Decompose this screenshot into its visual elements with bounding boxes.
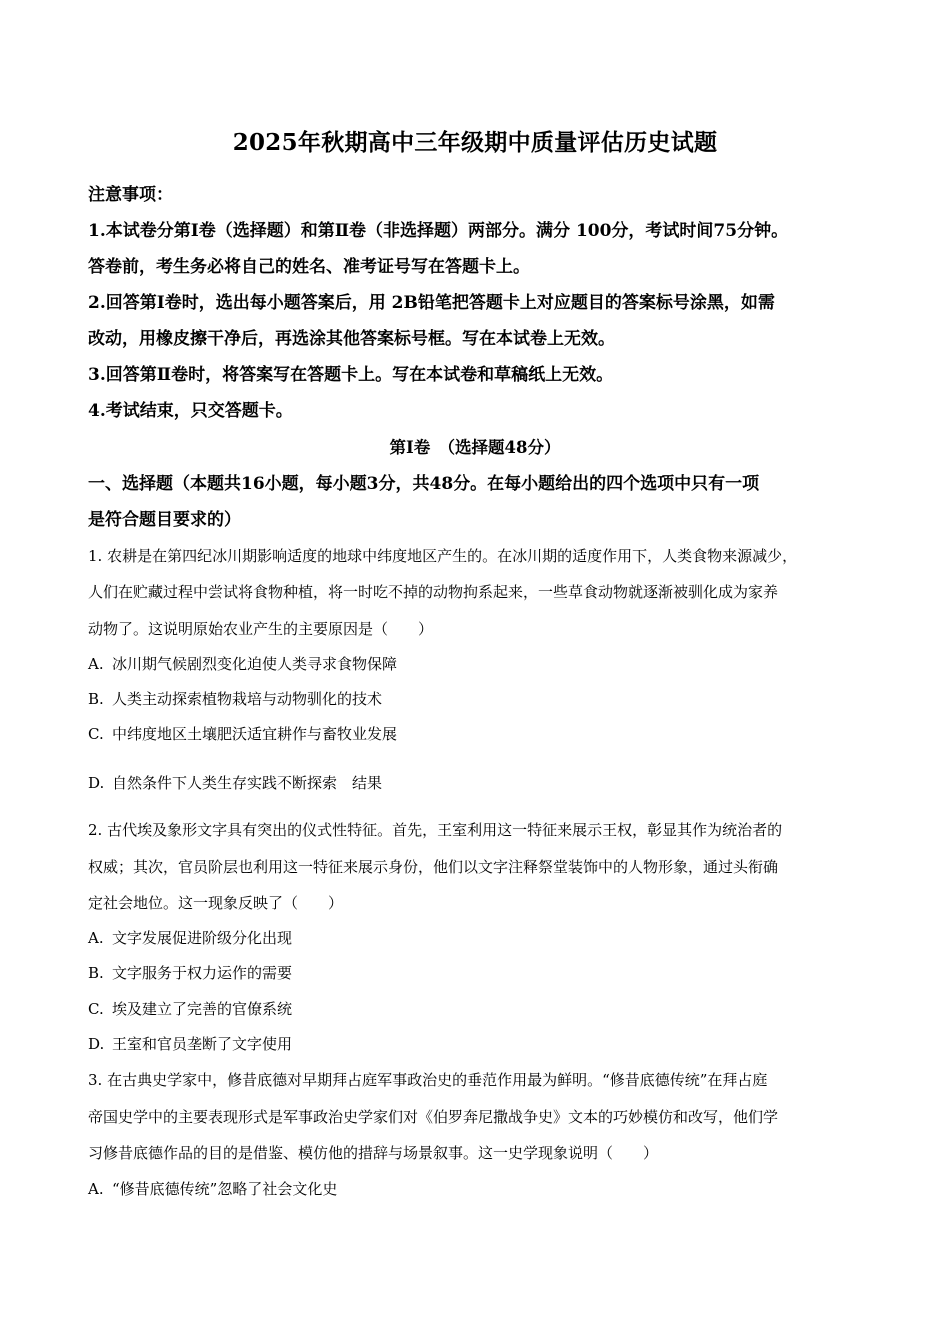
notice-line-2: 答卷前，考生务必将自己的姓名、准考证号写在答题卡上。 <box>88 257 530 277</box>
question-1-option-c <box>88 723 397 745</box>
question-1-line-2: 人们在贮藏过程中尝试将食物种植，将一时吃不掉的动物拘系起来，一些草食动物就逐渐被驯化成为家养 <box>88 583 779 601</box>
notice-heading: 注意事项： <box>88 185 173 205</box>
option-letter: A. <box>88 1180 104 1198</box>
question-2-line-3: 定社会地位。这一现象反映了（ ） <box>88 894 344 912</box>
section1-heading-line2: 是符合题目要求的） <box>88 510 241 530</box>
option-text: 文字服务于权力运作的需要 <box>112 964 293 982</box>
question-2-option-a <box>88 927 292 949</box>
notice-line-1: 1.本试卷分第Ⅰ卷（选择题）和第Ⅱ卷（非选择题）两部分。满分 100分，考试时间75分钟。 <box>88 221 789 241</box>
question-1-option-a <box>88 653 397 675</box>
option-letter: A. <box>88 929 104 947</box>
question-1-option-b <box>88 688 382 710</box>
option-text: 冰川期气候剧烈变化迫使人类寻求食物保障 <box>112 655 398 673</box>
option-letter: C. <box>88 1000 104 1018</box>
notice-line-4: 改动，用橡皮擦干净后，再选涂其他答案标号框。写在本试卷上无效。 <box>88 329 615 349</box>
question-2-option-b <box>88 962 292 984</box>
question-2-option-c <box>88 998 292 1020</box>
notice-line-5: 3.回答第Ⅱ卷时，将答案写在答题卡上。写在本试卷和草稿纸上无效。 <box>88 365 614 385</box>
exam-title: 2025年秋期高中三年级期中质量评估历史试题 <box>232 129 718 156</box>
option-letter: D. <box>88 774 105 792</box>
option-letter: B. <box>88 964 104 982</box>
part1-title: 第Ⅰ卷 （选择题48分） <box>389 438 561 457</box>
option-text: 王室和官员垄断了文字使用 <box>112 1035 293 1053</box>
option-text: 人类主动探索植物栽培与动物驯化的技术 <box>112 690 383 708</box>
question-1-option-d <box>88 772 382 794</box>
question-1-line-1: 1. 农耕是在第四纪冰川期影响适度的地球中纬度地区产生的。在冰川期的适度作用下，人类食物来源减少， <box>88 547 798 565</box>
option-letter: B. <box>88 690 104 708</box>
question-2-line-1: 2. 古代埃及象形文字具有突出的仪式性特征。首先，王室利用这一特征来展示王权，彰显其作为统治者的 <box>88 821 783 839</box>
option-text: 埃及建立了完善的官僚系统 <box>112 1000 293 1018</box>
question-3-line-1: 3. 在古典史学家中，修昔底德对早期拜占庭军事政治史的垂范作用最为鲜明。“修昔底德传统”在拜占庭 <box>88 1071 768 1089</box>
option-text: 自然条件下人类生存实践不断探索 结果 <box>112 774 383 792</box>
question-1-line-3: 动物了。这说明原始农业产生的主要原因是（ ） <box>88 620 434 638</box>
option-letter: C. <box>88 725 104 743</box>
question-3-line-2: 帝国史学中的主要表现形式是军事政治史学家们对《伯罗奔尼撒战争史》文本的巧妙模仿和改写，他们学 <box>88 1108 779 1126</box>
question-3-option-a <box>88 1178 337 1200</box>
question-3-line-3: 习修昔底德作品的目的是借鉴、模仿他的措辞与场景叙事。这一史学现象说明（ ） <box>88 1144 659 1162</box>
question-2-option-d <box>88 1033 292 1055</box>
option-letter: A. <box>88 655 104 673</box>
option-text: 中纬度地区土壤肥沃适宜耕作与畜牧业发展 <box>112 725 398 743</box>
option-text: “修昔底德传统”忽略了社会文化史 <box>112 1180 338 1198</box>
notice-line-6: 4.考试结束，只交答题卡。 <box>88 401 293 421</box>
option-letter: D. <box>88 1035 105 1053</box>
notice-line-3: 2.回答第Ⅰ卷时，选出每小题答案后，用 2B铅笔把答题卡上对应题目的答案标号涂黑，如需 <box>88 293 775 313</box>
question-2-line-2: 权威；其次，官员阶层也利用这一特征来展示身份，他们以文字注释祭堂装饰中的人物形象，通过头衔确 <box>88 858 779 876</box>
option-text: 文字发展促进阶级分化出现 <box>112 929 293 947</box>
section1-heading-line1: 一、选择题（本题共16小题，每小题3分，共48分。在每小题给出的四个选项中只有一项 <box>88 474 760 494</box>
